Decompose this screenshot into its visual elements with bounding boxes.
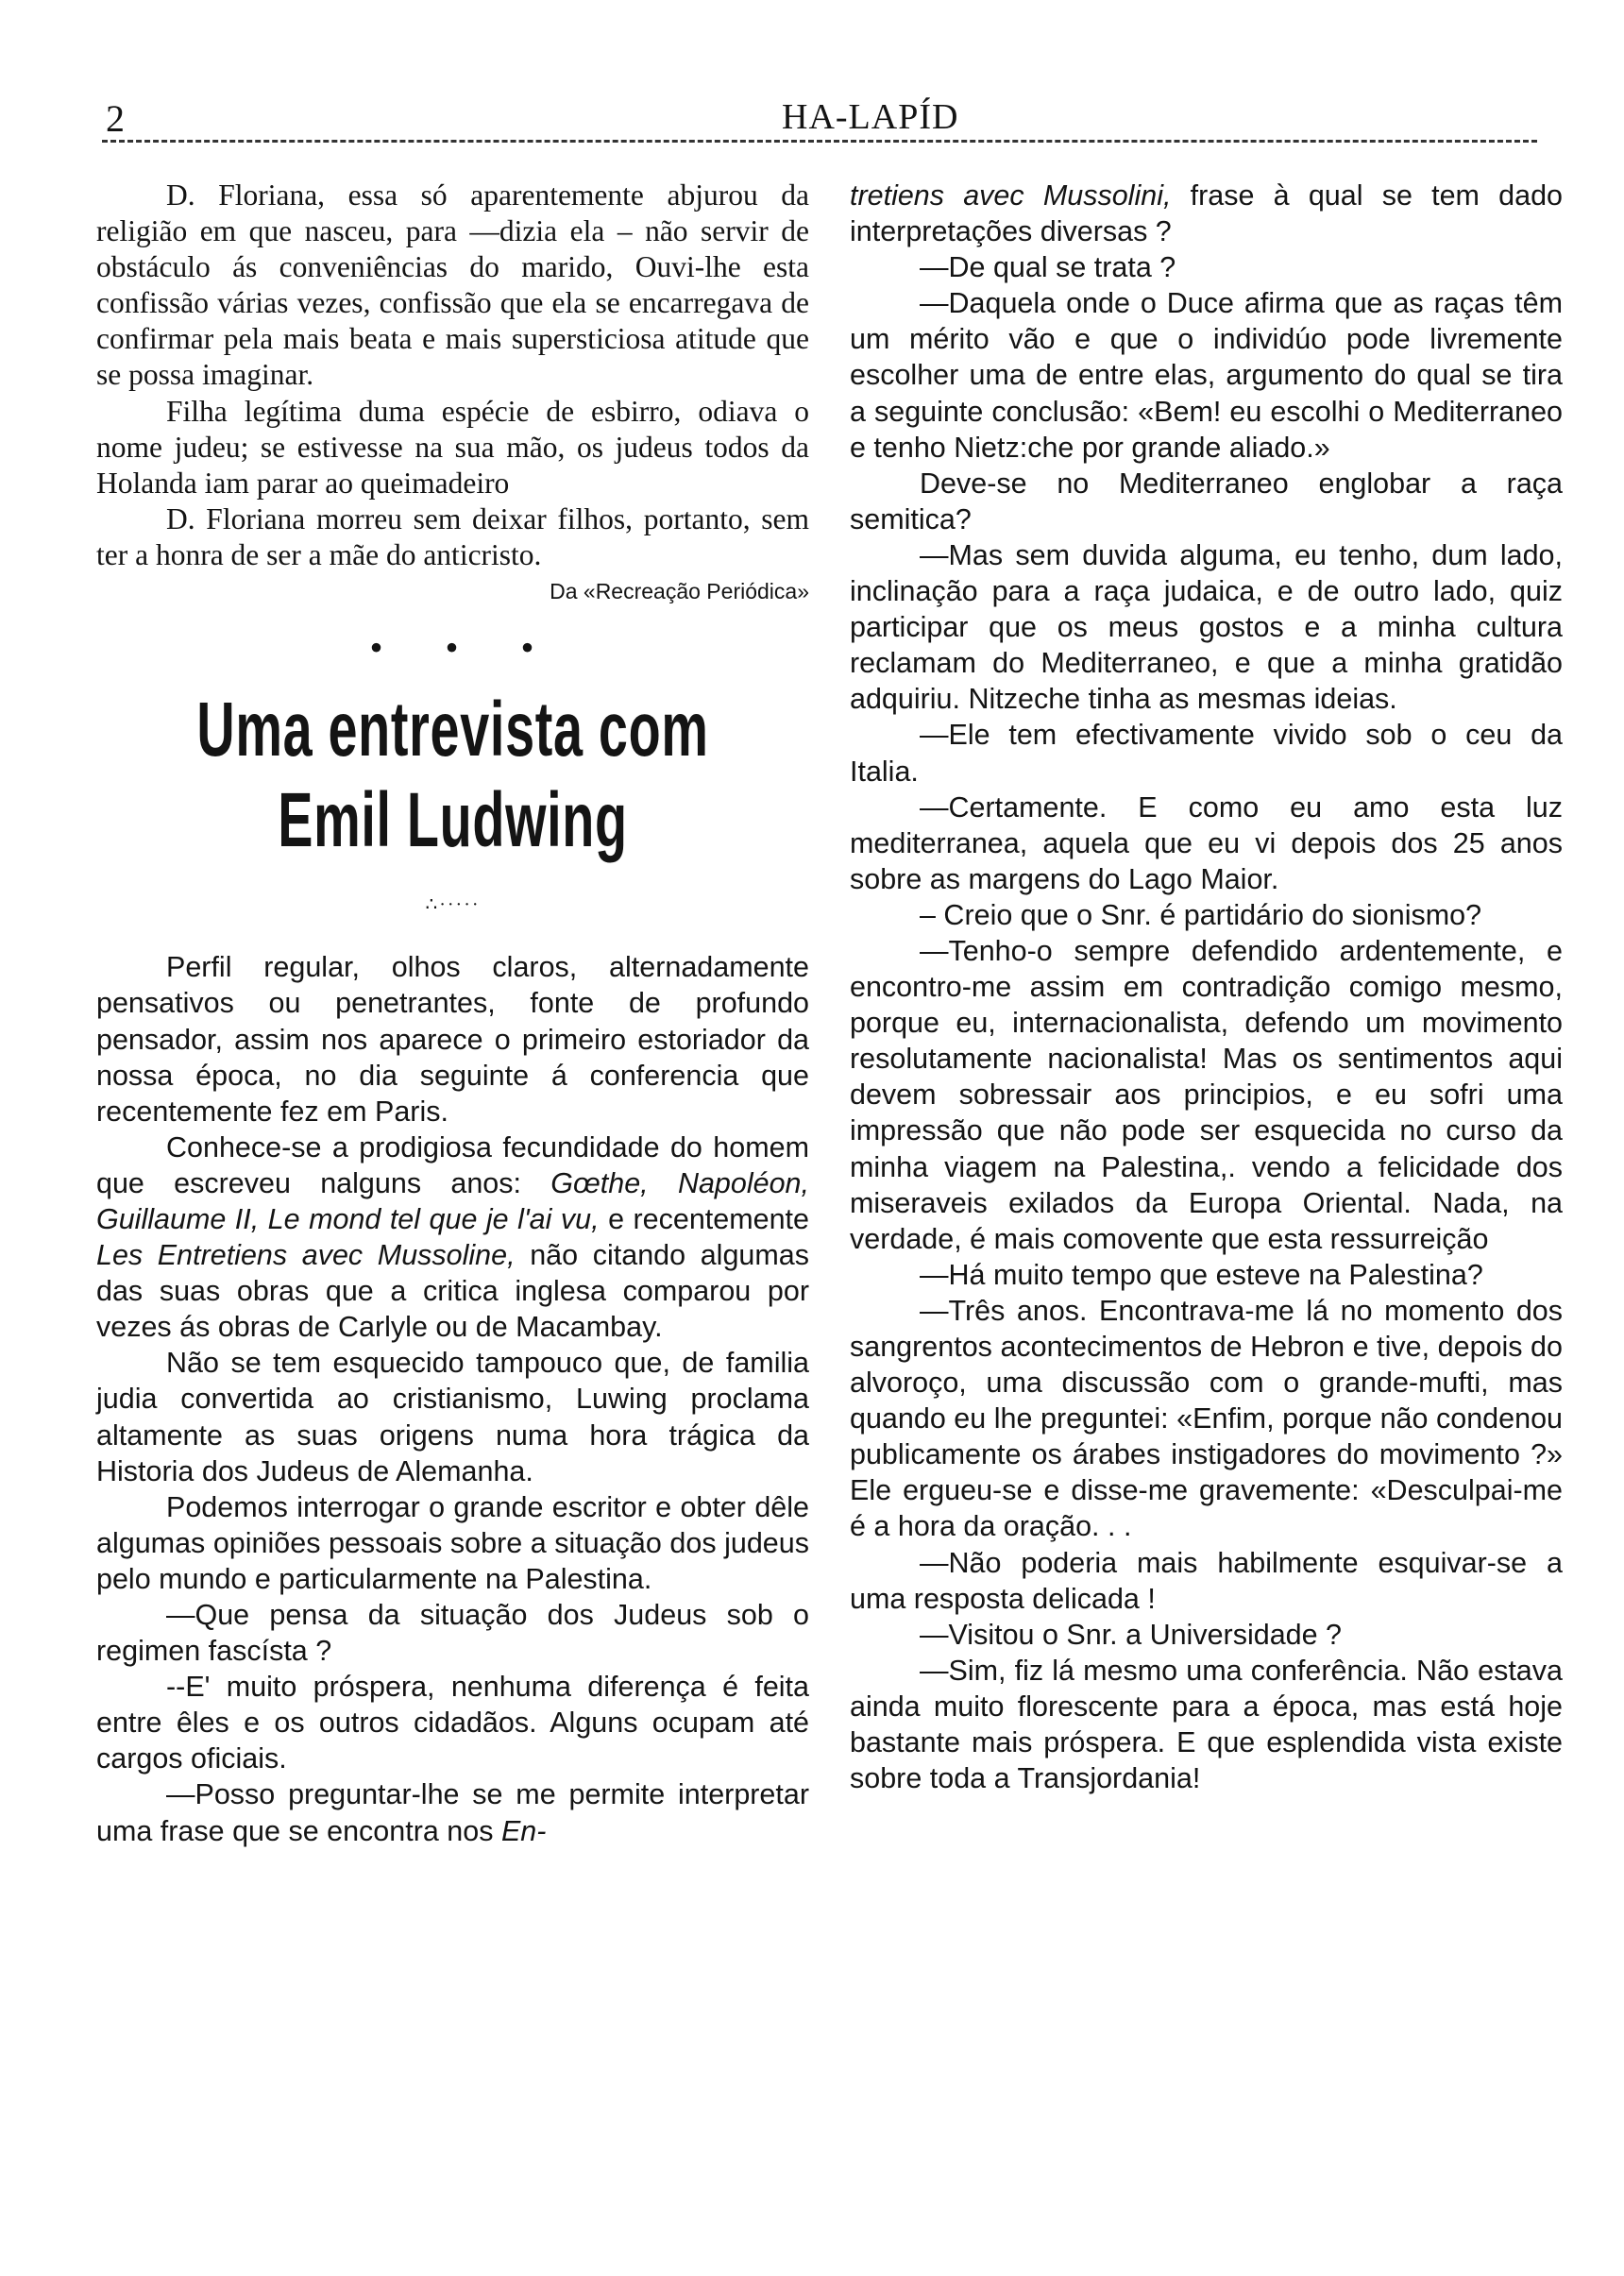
paragraph: Não se tem esquecido tampouco que, de familia judia convertida ao cristianismo, Luwing proclama altamente as suas origens numa hora trágica da Historia dos Judeus de Alemanha. — [96, 1347, 809, 1487]
paragraph: —Sim, fiz lá mesmo uma conferência. Não estava ainda muito florescente para a época, mas está hoje bastante mais próspera. E que esplendida vista existe sobre toda a Transjordania! — [850, 1654, 1563, 1795]
paragraph — [850, 178, 1563, 249]
paragraph — [96, 1130, 809, 1346]
paragraph: Perfil regular, olhos claros, alternadamente pensativos ou penetrantes, fonte de profundo pensador, assim nos aparece o primeiro estoriador da nossa época, no dia seguinte á conferencia que recentemente fez em Paris. — [96, 951, 809, 1128]
text-run: Conhece-se a prodigiosa fecundidade do homem que escreveu nalguns anos: — [96, 1130, 809, 1199]
previous-article-ending — [96, 178, 809, 573]
paragraph: D. Floriana morreu sem deixar filhos, portanto, sem ter a honra de ser a mãe do anticristo. — [96, 501, 809, 571]
paragraph — [96, 1776, 809, 1848]
book-title: tretiens avec Mussolini, — [850, 179, 1172, 212]
paragraph: —Ele tem efectivamente vivido sob o ceu da Italia. — [850, 719, 1563, 788]
right-column — [850, 178, 1563, 1796]
paragraph: —Mas sem duvida alguma, eu tenho, dum lado, inclinação para a raça judaica, e de outro lado, quiz participar que os meus gostos e a minha cultura reclamam do Mediterraneo, e que a minha gratidão adquiriu. Nitzeche tinha as mesmas ideias. — [850, 538, 1563, 716]
paragraph: —Daquela onde o Duce afirma que as raças têm um mérito vão e que o individúo pode livremente escolher uma de entre elas, argumento do qual se tira a seguinte conclusão: «Bem! eu escolhi o Mediterraneo e tenho Nietz:che por grande aliado.» — [850, 287, 1563, 464]
left-column — [96, 178, 809, 1849]
text-run: não citando algumas das suas obras que a critica inglesa comparou por vezes ás obras de Carlyle ou de Macambay. — [96, 1239, 809, 1344]
book-title: En- — [500, 1814, 547, 1847]
paragraph: Deve-se no Mediterraneo englobar a raça semitica? — [850, 467, 1563, 535]
page-header — [102, 91, 1537, 147]
section-divider-dots: • • • — [369, 626, 561, 670]
paragraph: Podemos interrogar o grande escritor e obter dêle algumas opiniões pessoais sobre a situação dos judeus pelo mundo e particularmente na Palestina. — [96, 1490, 809, 1595]
source-credit: Da «Recreação Periódica» — [550, 579, 809, 604]
paragraph: —Visitou o Snr. a Universidade ? — [920, 1618, 1343, 1651]
paragraph: D. Floriana, essa só aparentemente abjurou da religião em que nasceu, para —dizia ela – não servir de obstáculo ás conveniências do marido, Ouvi-lhe esta confissão várias vezes, confissão que ela se encarregava de confirmar pela mais beata e mais supersticiosa atitude que se possa imaginar. — [96, 178, 809, 392]
running-title: HA-LAPÍD — [782, 97, 959, 137]
book-titles: Gœthe, Napoléon, Guillaume II, Le mond tel que je l'ai vu, — [96, 1166, 809, 1235]
page-number: 2 — [106, 97, 125, 140]
paragraph: --E' muito próspera, nenhuma diferença é feita entre êles e os outros cidadãos. Alguns ocupam até cargos oficiais. — [96, 1671, 809, 1775]
text-run: —Posso preguntar-lhe se me permite interpretar uma frase que se encontra nos — [96, 1778, 809, 1847]
paragraph: Filha legítima duma espécie de esbirro, odiava o nome judeu; se estivesse na sua mão, os judeus todos da Holanda iam parar ao queimadeiro — [96, 394, 809, 500]
paragraph: —Tenho-o sempre defendido ardentemente, e encontro-me assim em contradição comigo mesmo, porque eu, internacionalista, defendo um movimento resolutamente nacionalista! Mas os sentimentos aqui devem sobressair aos principios, e eu sofri uma impressão que não pode ser esquecida no curso da minha viagem na Palestina,. vendo a felicidade dos miseraveis exilados da Europa Oriental. Nada, na verdade, é mais comovente que esta ressurreição — [850, 934, 1563, 1255]
paragraph: – Creio que o Snr. é partidário do sionismo? — [920, 898, 1482, 931]
paragraph: —Que pensa da situação dos Judeus sob o regimen fascísta ? — [96, 1599, 809, 1668]
header-rule — [102, 140, 1537, 143]
text-run: frase à qual se tem dado interpretações diversas ? — [850, 179, 1563, 248]
paragraph: —Certamente. E como eu amo esta luz mediterranea, aquela que eu vi depois dos 25 anos sobre as margens do Lago Maior. — [850, 790, 1563, 895]
ornament-divider: ∴····· — [425, 894, 481, 916]
paragraph: —Três anos. Encontrava-me lá no momento dos sangrentos acontecimentos de Hebron e tive, depois do alvoroço, uma discussão com o grande-mufti, mas quando eu lhe preguntei: «Enfim, porque não condenou publicamente os árabes instigadores do movimento ?» Ele ergueu-se e disse-me gravemente: «Desculpai-me é a hora da oração. . . — [850, 1294, 1563, 1543]
text-run: e recentemente — [599, 1202, 809, 1235]
article-headline: Uma entrevista com Emil Ludwing — [196, 687, 709, 864]
paragraph: —Há muito tempo que esteve na Palestina? — [920, 1258, 1483, 1291]
paragraph: —Não poderia mais habilmente esquivar-se a uma resposta delicada ! — [850, 1546, 1563, 1615]
book-title: Les Entretiens avec Mussoline, — [96, 1239, 516, 1272]
paragraph: —De qual se trata ? — [920, 251, 1176, 284]
interview-article-start — [96, 949, 809, 1848]
